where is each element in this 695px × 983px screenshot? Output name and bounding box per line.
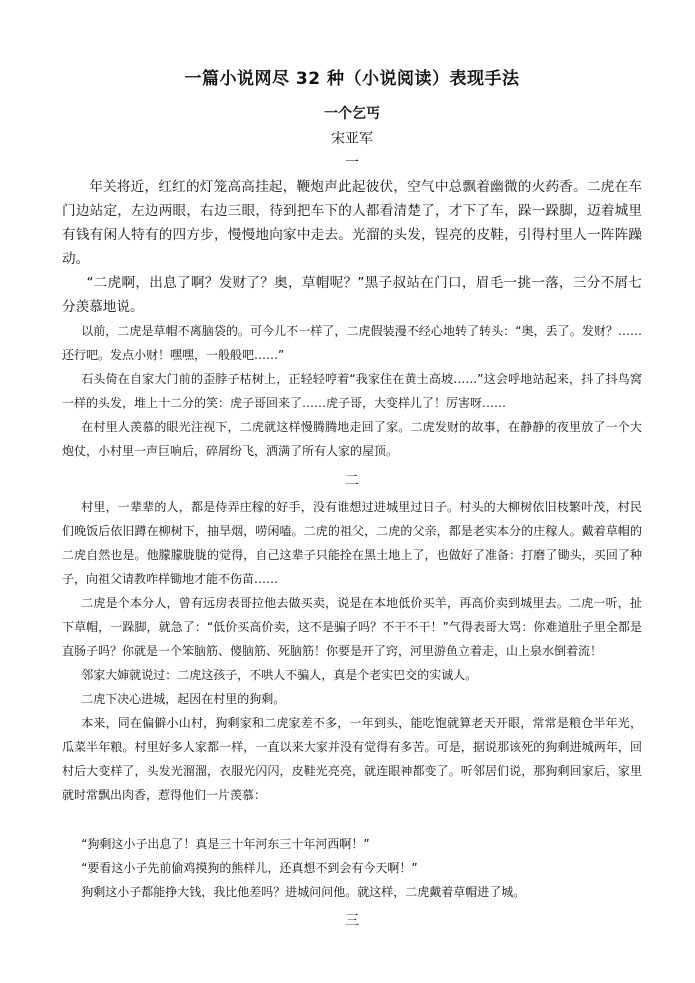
paragraph: 石头倚在自家大门前的歪脖子枯树上，正轻轻哼着“我家住在黄土高坡……”这会呼地站起来，抖了抖鸟窝一样的头发，堆上十二分的笑：虎子哥回来了……虎子哥，大变样儿了！厉害呀…… bbox=[62, 372, 642, 410]
document-title: 一篇小说网尽 32 种（小说阅读）表现手法 bbox=[184, 69, 520, 89]
paragraph: 本来，同在偏僻小山村，狗剩家和二虎家差不多，一年到头，能吃饱就算老天开眼，常常是粮仓半年光，瓜菜半年粮。村里好多人家都一样，一直以来大家并没有觉得有多苦。可是，据说那该死的狗剩进城两年，回村后大变样了，头发光溜溜，衣服光闪闪，皮鞋光亮亮，就连眼神都变了。听邻居们说，那狗剩回家后，家里就时常飘出肉香，惹得他们一片羡慕： bbox=[62, 716, 642, 802]
paragraph: 年关将近，红红的灯笼高高挂起，鞭炮声此起彼伏，空气中总飘着幽微的火药香。二虎在车门边站定，左边两眼，右边三眼，待到把车下的人都看清楚了，才下了车，跺一跺脚，迈着城里有钱有闲人特有的四方步，慢慢地向家中走去。光溜的头发，锃亮的皮鞋，引得村里人一阵阵躁动。 bbox=[62, 179, 642, 267]
paragraph: “二虎啊，出息了啊？发财了？奥，草帽呢？”黑子叔站在门口，眉毛一挑一落，三分不屑七分羡慕地说。 bbox=[62, 275, 642, 315]
paragraph: 二虎下决心进城，起因在村里的狗剩。 bbox=[81, 692, 286, 706]
author-name: 宋亚军 bbox=[331, 131, 373, 147]
section-number-1: 一 bbox=[345, 155, 359, 171]
document-page bbox=[62, 0, 642, 983]
paragraph: “要看这小子先前偷鸡摸狗的熊样儿，还真想不到会有今天啊！” bbox=[81, 861, 418, 875]
section-number-2: 二 bbox=[345, 473, 359, 489]
paragraph: 以前，二虎是草帽不离脑袋的。可今儿不一样了，二虎假装漫不经心地转了转头：“奥，丢了。发财？……还行吧。发点小财！嘿嘿，一般般吧……” bbox=[62, 324, 642, 362]
section-2-text bbox=[62, 495, 642, 807]
section-1-text bbox=[62, 175, 642, 463]
paragraph: 村里，一辈辈的人，都是侍弄庄稼的好手，没有谁想过进城里过日子。村头的大柳树依旧枝繁叶茂，村民们晚饭后依旧蹲在柳树下，抽旱烟，唠闲嗑。二虎的祖父，二虎的父亲，都是老实本分的庄稼人。戴着草帽的二虎自然也是。他朦朦胧胧的觉得，自己这辈子只能拴在黑土地上了，也做好了准备：打磨了锄头，买回了种子，向祖父请教咋样锄地才能不伤苗…… bbox=[62, 500, 642, 586]
section-2-quotes bbox=[62, 832, 642, 904]
story-title: 一个乞丐 bbox=[324, 106, 380, 122]
section-number-3: 三 bbox=[345, 913, 359, 929]
paragraph: 在村里人羡慕的眼光注视下，二虎就这样慢腾腾地走回了家。二虎发财的故事，在静静的夜里放了一个大炮仗，小村里一声巨响后，碎屑纷飞，洒满了所有人家的屋顶。 bbox=[62, 420, 642, 458]
paragraph: 邻家大婶就说过：二虎这孩子，不哄人不骗人，真是个老实巴交的实诚人。 bbox=[81, 668, 478, 682]
paragraph: 狗剩这小子都能挣大钱，我比他差吗？进城问问他。就这样，二虎戴着草帽进了城。 bbox=[81, 885, 526, 899]
paragraph: 二虎是个本分人，曾有远房表哥拉他去做买卖，说是在本地低价买羊，再高价卖到城里去。二虎一听，扯下草帽，一跺脚，就急了：“低价买高价卖，这不是骗子吗？不干不干！”气得表哥大骂：你难道肚子里全都是直肠子吗？你就是一个笨脑筋、傻脑筋、死脑筋！你要是开了窍，河里游鱼立着走，山上泉水倒着流！ bbox=[62, 596, 642, 658]
paragraph: “狗剩这小子出息了！真是三十年河东三十年河西啊！” bbox=[81, 837, 370, 851]
